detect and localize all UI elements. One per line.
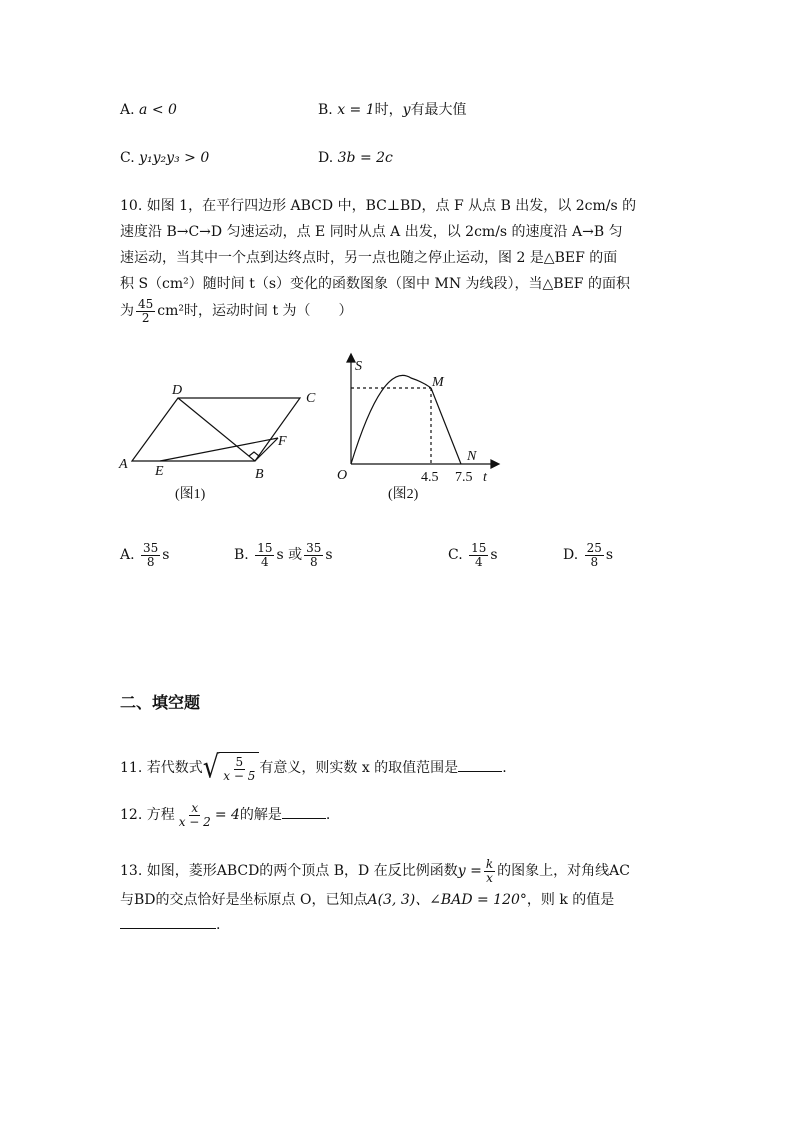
right-angle-mark	[249, 452, 259, 456]
q9-option-d: D. 3b = 2c	[318, 150, 393, 166]
q13-line-3: .	[120, 914, 220, 935]
sqrt-expression: √ $\frac{5}{x - 5}$	[203, 752, 260, 784]
section-title: 二、填空题	[120, 693, 201, 712]
label-s: S	[355, 359, 362, 374]
q10-line-2: 速度沿 B→C→D 匀速运动，点 E 同时从点 A 出发，以 2cm/s 的速度沿 A→B 匀	[120, 224, 623, 240]
label-e: E	[155, 464, 164, 479]
q12: 12. 方程 $\frac{x}{x - 2}$ = 4的解是 .	[120, 800, 331, 829]
tick-7-5: 7.5	[455, 470, 473, 485]
label-d: D	[172, 383, 183, 398]
fraction-45-2: $\frac{45}{2}$	[138, 296, 154, 325]
segment-db	[178, 398, 255, 461]
label-m: M	[432, 375, 444, 390]
figure-1-caption: (图1)	[175, 487, 206, 502]
q11: 11. 若代数式 √ $\frac{5}{x - 5}$ 有意义，则实数 x 的取值范围是 .	[120, 750, 507, 786]
tick-4-5: 4.5	[421, 470, 439, 485]
label-t: t	[483, 470, 487, 485]
label-c: C	[306, 391, 316, 406]
figure-2-graph	[333, 350, 503, 510]
segment-ef	[160, 438, 278, 461]
q9-option-a: A. a < 0	[120, 102, 177, 118]
q10-option-d: D. $\frac{25}{8}$ s	[563, 540, 614, 569]
q13-line-1: 13. 如图，菱形ABCD的两个顶点 B，D 在反比例函数y = $\frac{k}{x}$ 的图象上，对角线AC	[120, 856, 630, 885]
curve-om	[351, 375, 431, 464]
figure-2-caption: (图2)	[388, 487, 419, 502]
t-axis-arrow	[491, 460, 499, 468]
q11-answer-blank[interactable]	[458, 757, 502, 772]
label-b: B	[255, 467, 264, 482]
label-n: N	[467, 449, 477, 464]
q10-line-5: 为 $\frac{45}{2}$ cm²时，运动时间 t 为（ ）	[120, 296, 353, 325]
label-f: F	[278, 434, 287, 449]
q9-option-c-math: y₁y₂y₃ > 0	[139, 150, 210, 166]
label-o: O	[337, 468, 348, 483]
q9-option-c: C. y₁y₂y₃ > 0	[120, 150, 210, 166]
q10-line-1: 10. 如图 1，在平行四边形 ABCD 中，BC⊥BD，点 F 从点 B 出发，以 2cm/s 的	[120, 198, 637, 214]
s-axis-arrow	[347, 354, 355, 362]
q9-option-a-math: a < 0	[139, 102, 177, 118]
q13-answer-blank[interactable]	[120, 914, 216, 929]
label-a: A	[119, 457, 128, 472]
q10-option-b: B. $\frac{15}{4}$ s 或 $\frac{35}{8}$ s	[234, 540, 333, 569]
q12-answer-blank[interactable]	[282, 804, 326, 819]
q10-option-c: C. $\frac{15}{4}$ s	[448, 540, 498, 569]
q10-line-3: 速运动，当其中一个点到达终点时，另一点也随之停止运动，图 2 是△BEF 的面	[120, 250, 618, 266]
q10-option-a: A. $\frac{35}{8}$ s	[120, 540, 170, 569]
q9-option-b: B. x = 1时，y有最大值	[318, 102, 467, 118]
segment-mn	[431, 388, 461, 464]
figure-1-parallelogram	[115, 378, 330, 508]
q13-line-2: 与BD的交点恰好是坐标原点 O，已知点A(3, 3)、∠BAD = 120°，则 k 的值是	[120, 892, 615, 908]
q10-line-4: 积 S（cm²）随时间 t（s）变化的函数图象（图中 MN 为线段），当△BEF 的面积	[120, 276, 630, 292]
